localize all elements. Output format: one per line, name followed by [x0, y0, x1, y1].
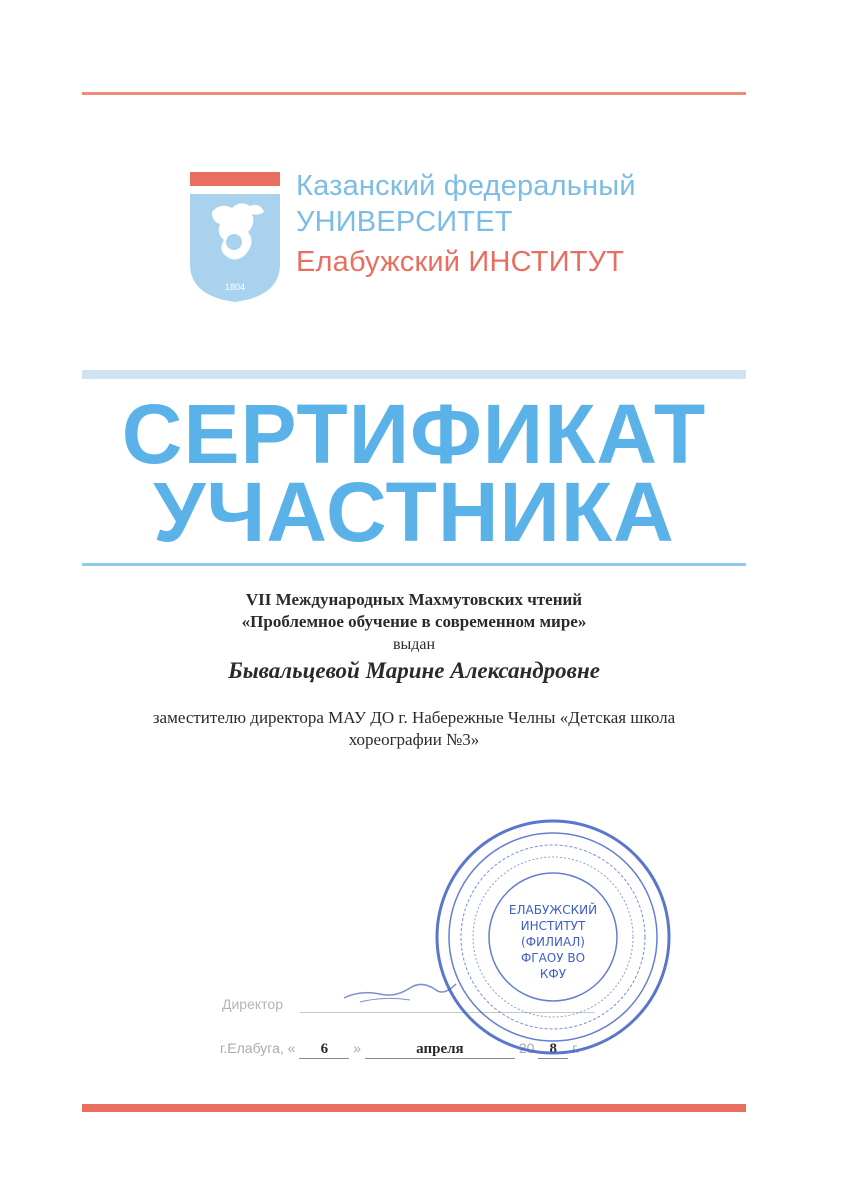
signature-label: Директор — [222, 996, 283, 1012]
certificate-subtitle: УЧАСТНИКА — [153, 465, 675, 559]
date-day: 6 — [299, 1041, 349, 1059]
logo-university-name: Казанский федеральный — [296, 170, 636, 202]
stamp-line-3: (ФИЛИАЛ) — [521, 935, 585, 949]
event-name: VII Международных Махмутовских чтений — [245, 590, 583, 609]
logo-institute-name: Елабужский ИНСТИТУТ — [296, 246, 625, 278]
recipient-position — [82, 707, 746, 751]
stamp-line-5: КФУ — [539, 967, 567, 981]
institute-seal-stamp — [432, 816, 674, 1058]
stamp-line-1: ЕЛАБУЖСКИЙ — [508, 903, 598, 917]
stamp-line-4: ФГАОУ ВО — [520, 951, 586, 965]
kfu-dragon-shield-icon — [190, 172, 280, 304]
bottom-divider — [82, 1104, 746, 1112]
issued-label: выдан — [392, 636, 436, 653]
logo-university-word: УНИВЕРСИТЕТ — [296, 206, 513, 238]
event-theme: «Проблемное обучение в современном мире» — [241, 612, 587, 631]
date-year-prefix: 20 — [518, 1040, 535, 1056]
recipient-name: Бывальцевой Марине Александровне — [228, 658, 600, 683]
logo-year: 1804 — [224, 282, 246, 292]
date-month: апреля — [365, 1041, 515, 1059]
date-suffix: г. — [572, 1040, 580, 1056]
position-line-1: заместителю директора МАУ ДО г. Набережные Челны «Детская школа — [152, 708, 676, 727]
date-mid: » — [353, 1040, 362, 1056]
stamp-line-2: ИНСТИТУТ — [520, 919, 586, 933]
date-prefix: г.Елабуга, « — [220, 1040, 296, 1056]
position-line-2: хореографии №3» — [348, 730, 480, 749]
title-bottom-band — [82, 563, 746, 566]
date-year-suffix: 8 — [538, 1041, 568, 1059]
top-divider — [82, 92, 746, 95]
certificate-title: СЕРТИФИКАТ — [121, 387, 707, 481]
title-top-band — [82, 370, 746, 379]
